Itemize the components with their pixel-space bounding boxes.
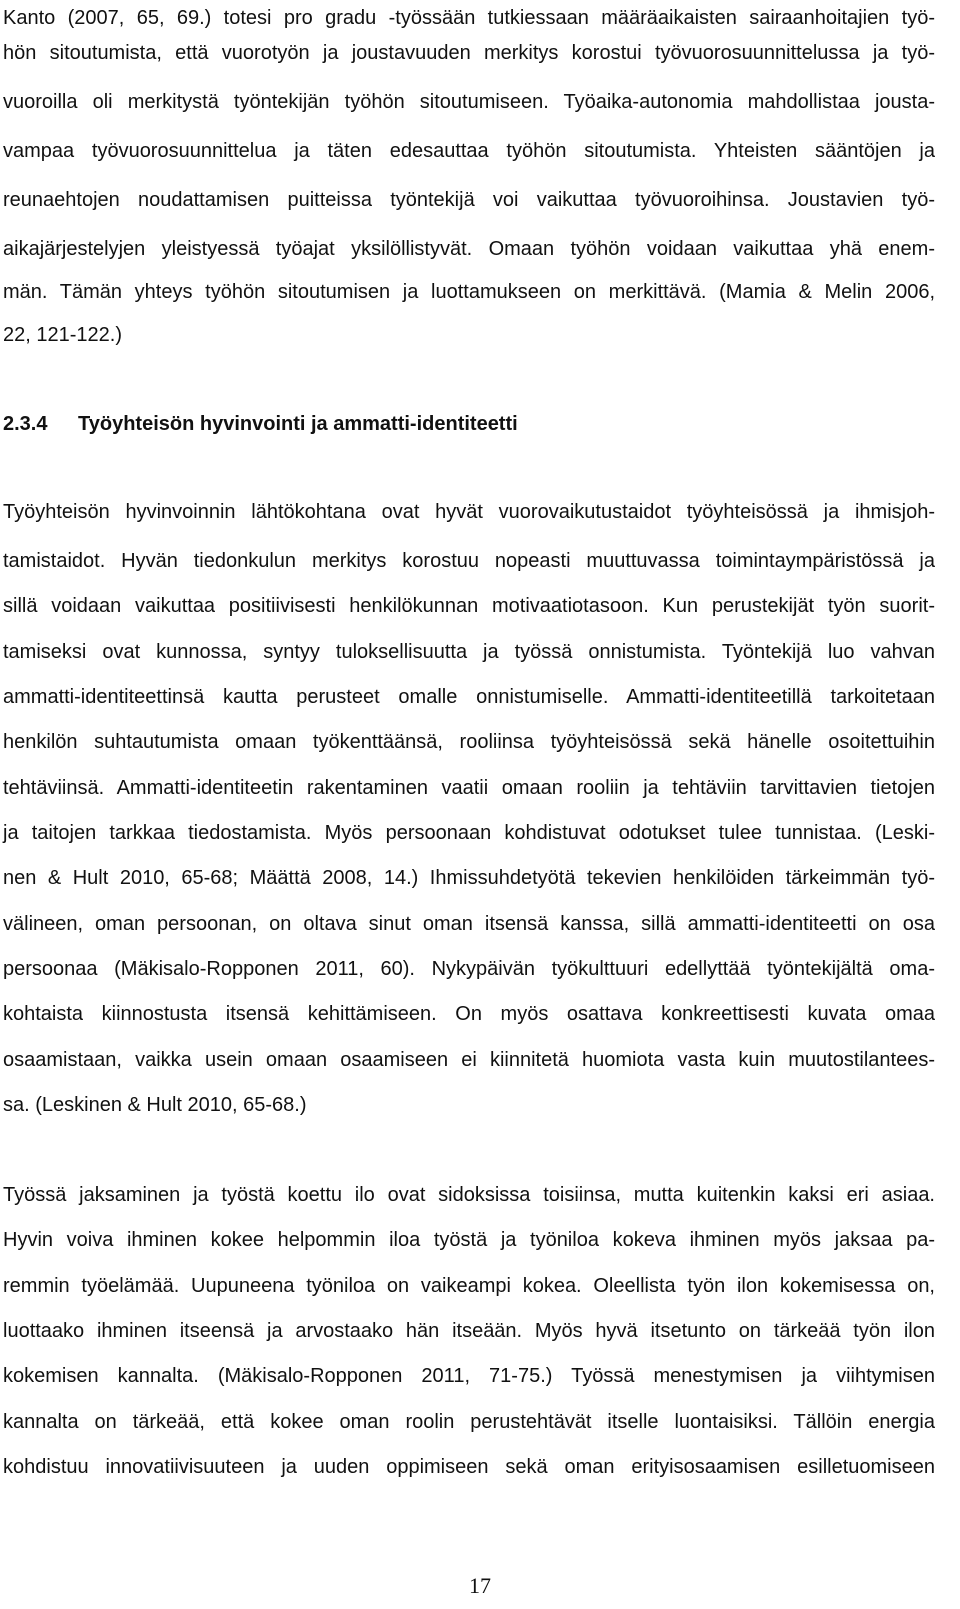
text-line: kokemisen kannalta. (Mäkisalo-Ropponen 2011, 71-75.) Työssä menestymisen ja viihtymisen	[3, 1365, 935, 1387]
section-heading	[3, 412, 935, 436]
text-line: ja taitojen tarkkaa tiedostamista. Myös persoonaan kohdistuvat odotukset tulee tunnistaa. (Leski-	[3, 822, 935, 844]
text-line: 22, 121-122.)	[3, 324, 122, 346]
section-number: 2.3.4	[3, 413, 48, 435]
section-title: Työyhteisön hyvinvointi ja ammatti-identiteetti	[78, 413, 518, 435]
text-line: Työyhteisön hyvinvoinnin lähtökohtana ovat hyvät vuorovaikutustaidot työyhteisössä ja ihmisjoh-	[3, 501, 935, 523]
text-line: sa. (Leskinen & Hult 2010, 65-68.)	[3, 1094, 307, 1116]
text-line: tamistaidot. Hyvän tiedonkulun merkitys korostuu nopeasti muuttuvassa toimintaympäristössä ja	[3, 550, 935, 572]
text-line: henkilön suhtautumista omaan työkenttäänsä, rooliinsa työyhteisössä sekä hänelle osoitettuihin	[3, 731, 935, 753]
text-line: kannalta on tärkeää, että kokee oman roolin perustehtävät itselle luontaisiksi. Tällöin energia	[3, 1411, 935, 1433]
text-line: kohdistuu innovatiivisuuteen ja uuden oppimiseen sekä oman erityisosaamisen esilletuomiseen	[3, 1456, 935, 1478]
text-line: Kanto (2007, 65, 69.) totesi pro gradu -työssään tutkiessaan määräaikaisten sairaanhoitajien työ-	[3, 7, 935, 29]
text-line: vuoroilla oli merkitystä työntekijän työhön sitoutumiseen. Työaika-autonomia mahdollistaa jousta-	[3, 91, 935, 113]
text-line: tehtäviinsä. Ammatti-identiteetin rakentaminen vaatii omaan rooliin ja tehtäviin tarvittavien tietojen	[3, 777, 935, 799]
text-line: remmin työelämää. Uupuneena työniloa on vaikeampi kokea. Oleellista työn ilon kokemisessa on,	[3, 1275, 935, 1297]
text-line: vampaa työvuorosuunnittelua ja täten edesauttaa työhön sitoutumista. Yhteisten sääntöjen ja	[3, 140, 935, 162]
text-line: hön sitoutumista, että vuorotyön ja joustavuuden merkitys korostui työvuorosuunnittelussa ja työ-	[3, 42, 935, 64]
text-line: persoonaa (Mäkisalo-Ropponen 2011, 60). Nykypäivän työkulttuuri edellyttää työntekijältä oma-	[3, 958, 935, 980]
page-number: 17	[469, 1573, 491, 1598]
text-line: välineen, oman persoonan, on oltava sinut oman itsensä kanssa, sillä ammatti-identiteetti on osa	[3, 913, 935, 935]
text-line: kohtaista kiinnostusta itsensä kehittämiseen. On myös osattava konkreettisesti kuvata omaa	[3, 1003, 935, 1025]
text-line: sillä voidaan vaikuttaa positiivisesti henkilökunnan motivaatiotasoon. Kun perustekijät työn suorit-	[3, 595, 935, 617]
text-line: osaamistaan, vaikka usein omaan osaamiseen ei kiinnitetä huomiota vasta kuin muutostilantees-	[3, 1049, 935, 1071]
text-line: tamiseksi ovat kunnossa, syntyy tuloksellisuutta ja työssä onnistumista. Työntekijä luo vahvan	[3, 641, 935, 663]
text-line: reunaehtojen noudattamisen puitteissa työntekijä voi vaikuttaa työvuoroihinsa. Joustavien työ-	[3, 189, 935, 211]
text-line: män. Tämän yhteys työhön sitoutumisen ja luottamukseen on merkittävä. (Mamia & Melin 2006,	[3, 281, 935, 303]
text-line: ammatti-identiteettinsä kautta perusteet omalle onnistumiselle. Ammatti-identiteetillä tarkoitetaan	[3, 686, 935, 708]
text-line: Hyvin voiva ihminen kokee helpommin iloa työstä ja työniloa kokeva ihminen myös jaksaa pa-	[3, 1229, 935, 1251]
text-line: luottaako ihminen itseensä ja arvostaako hän itseään. Myös hyvä itsetunto on tärkeää työn ilon	[3, 1320, 935, 1342]
text-line: Työssä jaksaminen ja työstä koettu ilo ovat sidoksissa toisiinsa, mutta kuitenkin kaksi eri asiaa.	[3, 1184, 935, 1206]
text-line: nen & Hult 2010, 65-68; Määttä 2008, 14.) Ihmissuhdetyötä tekevien henkilöiden tärkeimmän työ-	[3, 867, 935, 889]
text-line: aikajärjestelyjen yleistyessä työajat yksilöllistyvät. Omaan työhön voidaan vaikuttaa yhä enem-	[3, 238, 935, 260]
